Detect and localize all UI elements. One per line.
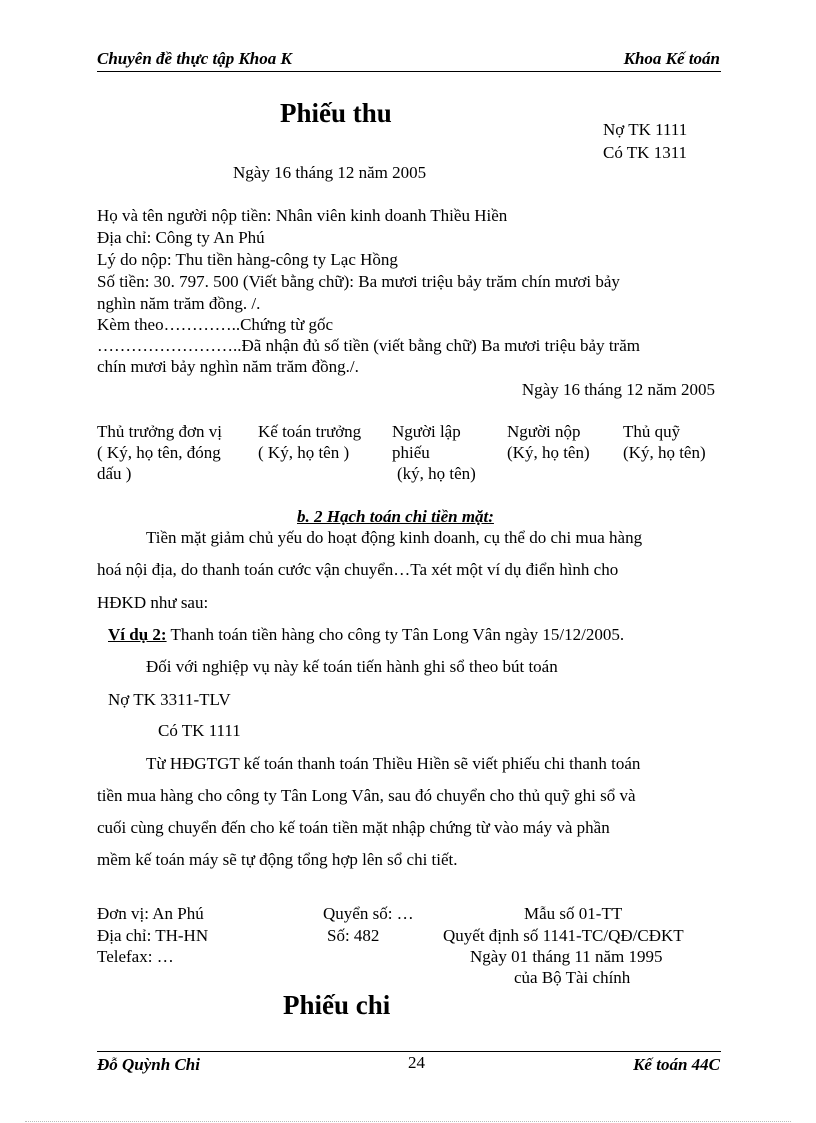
receipt-payer: Họ và tên người nộp tiền: Nhân viên kinh doanh Thiều Hiền [97, 206, 508, 225]
signature-note: ( Ký, họ tên, đóng [97, 443, 221, 462]
receipt-credit: Có TK 1311 [603, 143, 688, 162]
signature-note: ( Ký, họ tên ) [258, 443, 350, 462]
voucher-form: Mẫu số 01-TT [524, 904, 623, 923]
receipt-date2: Ngày 16 tháng 12 năm 2005 [521, 380, 715, 399]
section-heading: b. 2 Hạch toán chi tiền mặt: [297, 507, 494, 526]
section-p3-line2: tiền mua hàng cho công ty Tân Long Vân, sau đó chuyển cho thủ quỹ ghi sổ và [97, 786, 636, 805]
signature-preparer [392, 421, 476, 484]
receipt-amount-line1: Số tiền: 30. 797. 500 (Viết bằng chữ): Ba mươi triệu bảy trăm chín mươi bảy [97, 272, 620, 291]
section-p3-line4: mềm kế toán máy sẽ tự động tổng hợp lên sổ chi tiết. [97, 850, 458, 869]
example-text: Thanh toán tiền hàng cho công ty Tân Long Vân ngày 15/12/2005. [166, 625, 625, 644]
example-line [108, 625, 624, 645]
signature-note: (Ký, họ tên) [507, 443, 590, 462]
section-p3-line1: Từ HĐGTGT kế toán thanh toán Thiều Hiền sẽ viết phiếu chi thanh toán [146, 754, 641, 773]
signature-note: dấu ) [97, 464, 132, 483]
voucher-title: Phiếu chi [283, 990, 391, 1020]
header-left: Chuyên đề thực tập Khoa K [97, 49, 292, 68]
page-edge-divider [25, 1121, 791, 1122]
signature-note: (ký, họ tên) [397, 464, 476, 483]
signature-payer [507, 421, 590, 463]
voucher-ministry: của Bộ Tài chính [514, 968, 631, 987]
receipt-attach: Kèm theo…………..Chứng từ gốc [97, 315, 334, 334]
section-p3-line3: cuối cùng chuyển đến cho kế toán tiền mặt nhập chứng từ vào máy và phần [97, 818, 610, 837]
example-label: Ví dụ 2: [108, 625, 167, 644]
signature-treasurer [623, 421, 706, 463]
signature-title: Người nộp [507, 422, 581, 441]
signature-title: Thủ trưởng đơn vị [97, 422, 222, 441]
entry-credit: Có TK 1111 [158, 721, 241, 740]
page-number: 24 [408, 1053, 425, 1072]
receipt-received-line1: ……………………..Đã nhận đủ số tiền (viết bằng chữ) Ba mươi triệu bảy trăm [97, 336, 640, 355]
voucher-decision: Quyết định số 1141-TC/QĐ/CĐKT [443, 926, 684, 945]
signature-note: phiếu [392, 443, 430, 462]
voucher-number: Số: 482 [327, 926, 380, 945]
footer-left: Đỗ Quỳnh Chi [97, 1055, 200, 1074]
receipt-date: Ngày 16 tháng 12 năm 2005 [233, 163, 427, 182]
section-p1-line3: HĐKD như sau: [97, 593, 209, 612]
voucher-decision-date: Ngày 01 tháng 11 năm 1995 [470, 947, 663, 966]
section-p1-line1: Tiền mặt giảm chủ yếu do hoạt động kinh doanh, cụ thể do chi mua hàng [146, 528, 643, 547]
voucher-address: Địa chỉ: TH-HN [97, 926, 209, 945]
signature-title: Thủ quỹ [623, 422, 681, 441]
receipt-debit: Nợ TK 1111 [603, 120, 688, 139]
receipt-address: Địa chỉ: Công ty An Phú [97, 228, 265, 247]
voucher-unit: Đơn vị: An Phú [97, 904, 204, 923]
section-p2: Đối với nghiệp vụ này kế toán tiến hành ghi sổ theo bút toán [146, 657, 558, 676]
footer-rule [97, 1051, 721, 1052]
receipt-reason: Lý do nộp: Thu tiền hàng-công ty Lạc Hồng [97, 250, 398, 269]
header-right: Khoa Kế toán [623, 49, 720, 68]
signature-chief-accountant [258, 421, 361, 463]
signature-title: Kế toán trưởng [258, 422, 362, 441]
header-rule [97, 71, 721, 72]
entry-debit: Nợ TK 3311-TLV [108, 690, 231, 709]
signature-director [97, 421, 222, 484]
receipt-title: Phiếu thu [280, 98, 392, 128]
voucher-fax: Telefax: … [97, 947, 174, 966]
receipt-amount-line2: nghìn năm trăm đồng. /. [97, 294, 261, 313]
section-p1-line2: hoá nội địa, do thanh toán cước vận chuyển…Ta xét một ví dụ điển hình cho [97, 560, 619, 579]
footer-right: Kế toán 44C [633, 1055, 720, 1074]
signature-title: Người lập [392, 422, 461, 441]
signature-note: (Ký, họ tên) [623, 443, 706, 462]
receipt-received-line2: chín mươi bảy nghìn năm trăm đồng./. [97, 357, 359, 376]
voucher-book: Quyển số: … [323, 904, 414, 923]
